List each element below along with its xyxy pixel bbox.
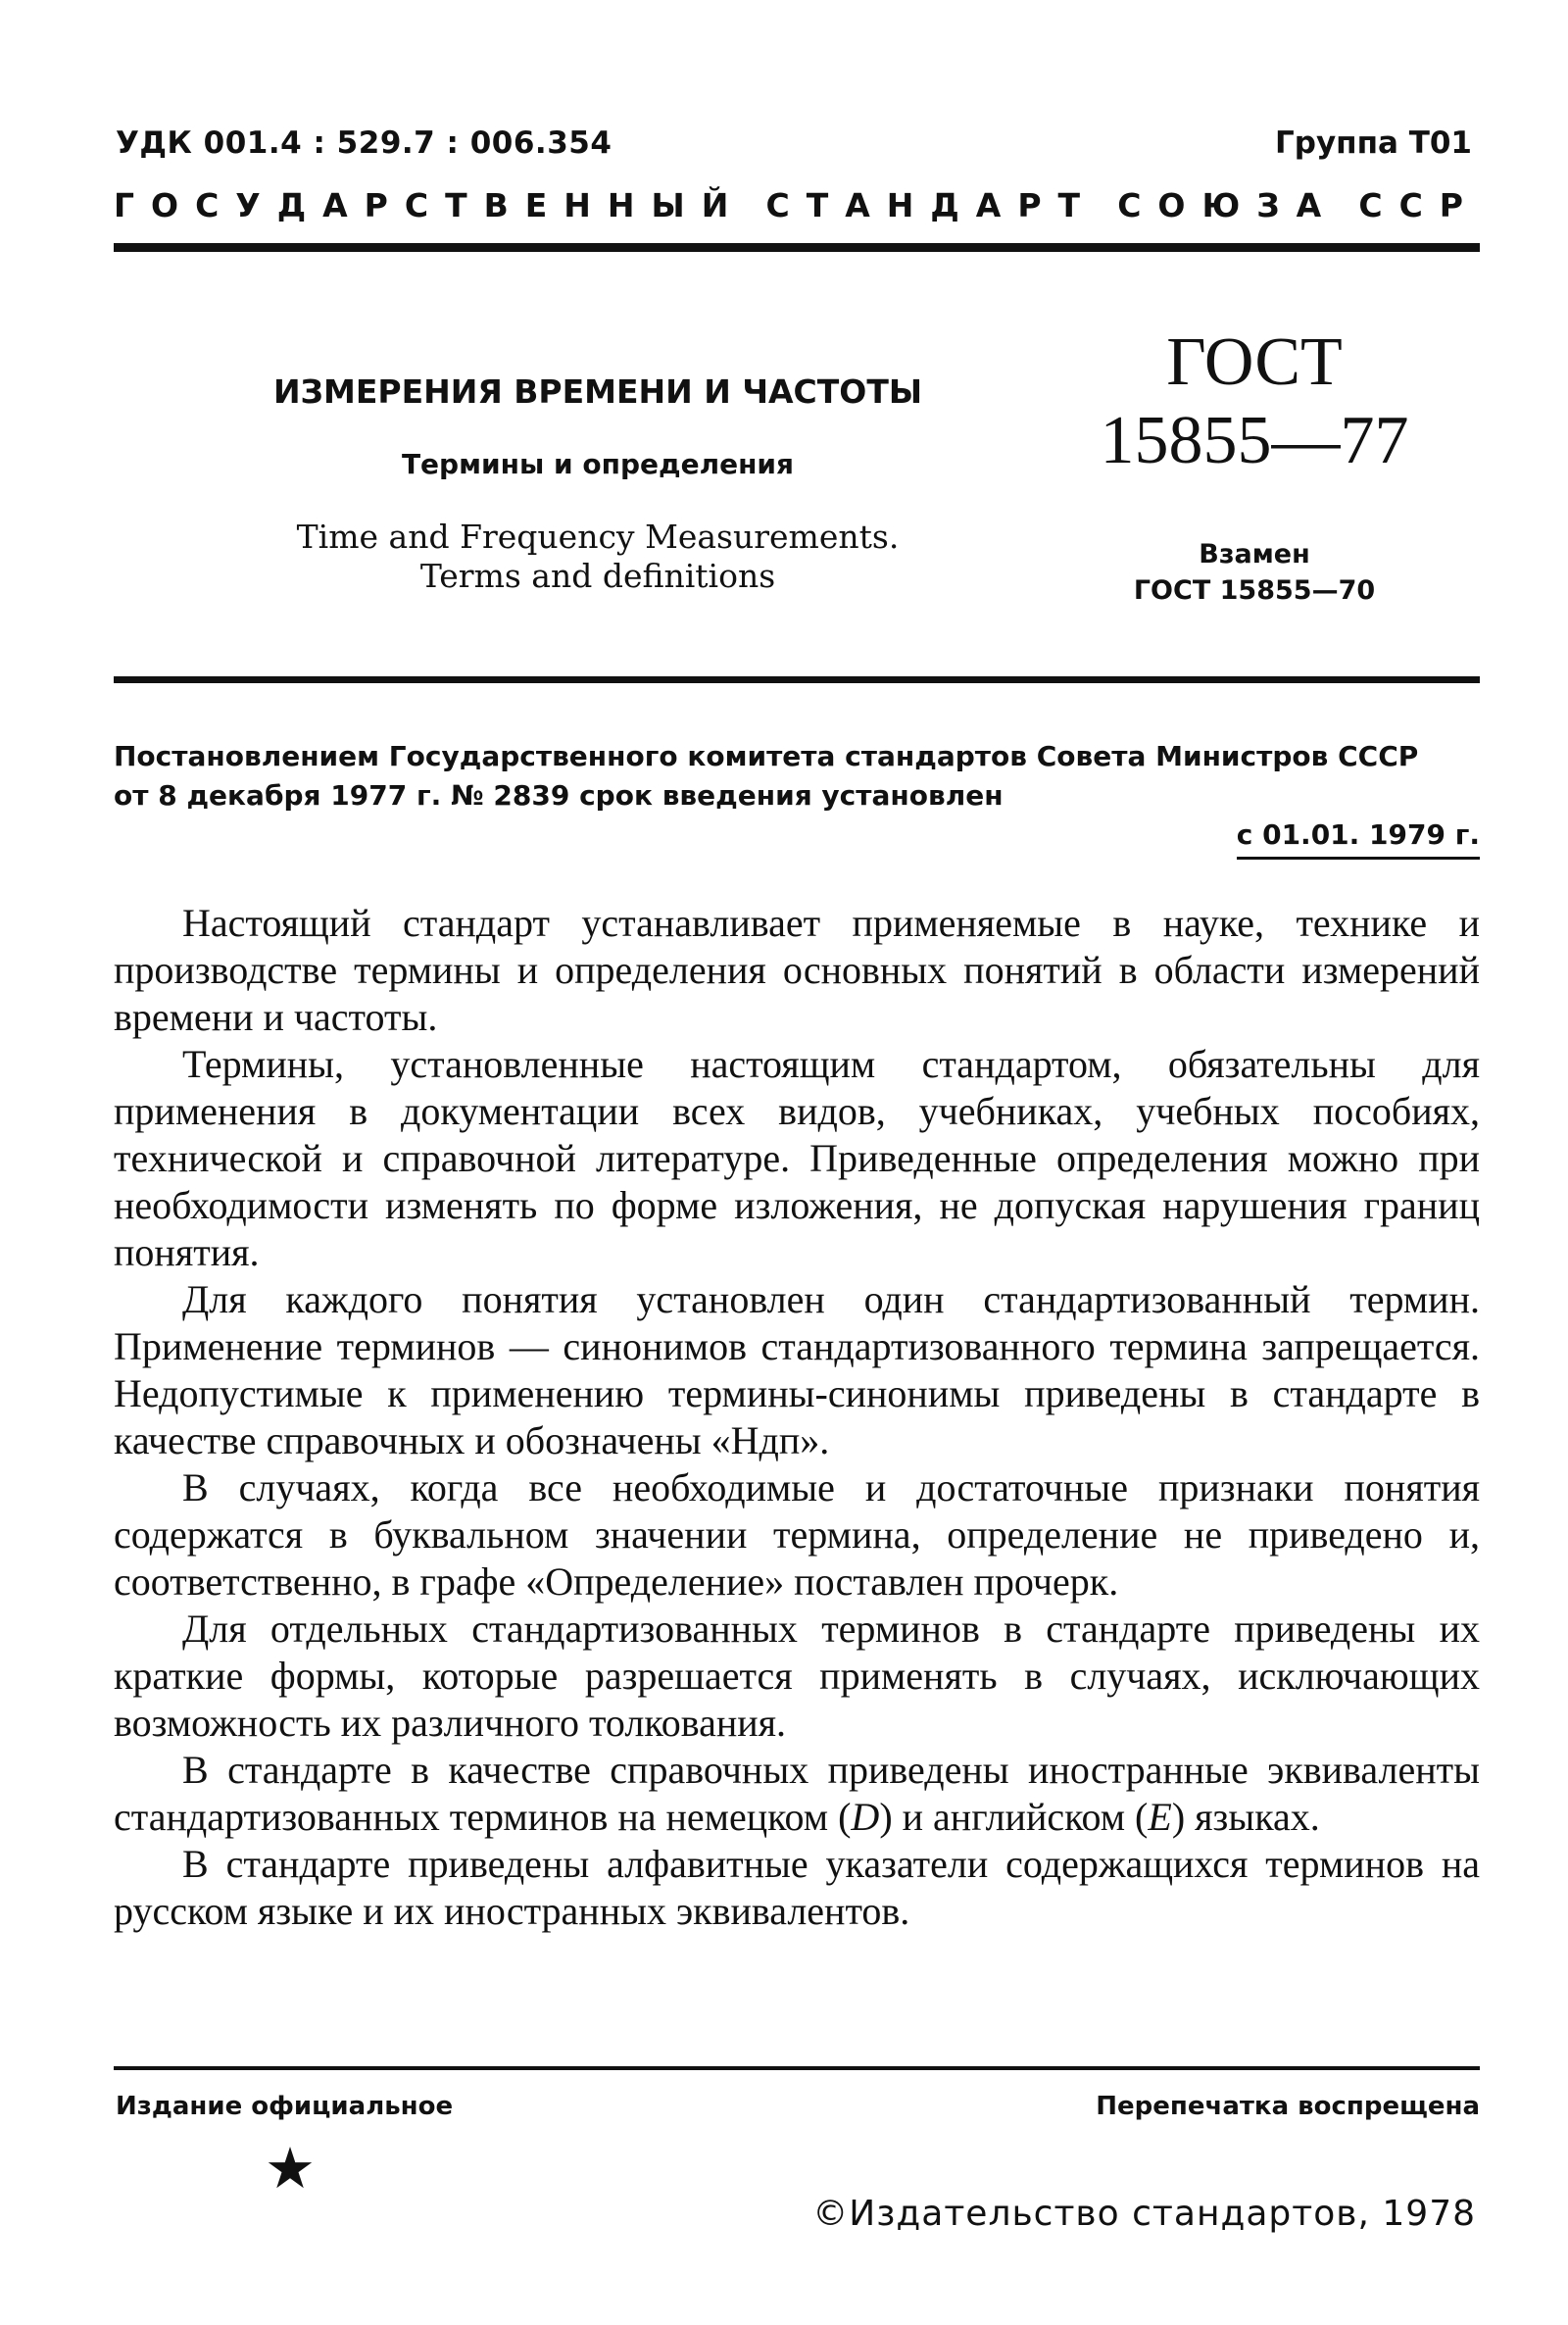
state-standard-header	[114, 186, 1480, 224]
edition-label: Издание официальное	[116, 2092, 454, 2121]
english-title-line: Time and Frequency Measurements.	[296, 518, 900, 556]
paragraph: Для отдельных стандартизованных терминов в стандарте приведены их краткие формы, которые разрешается применять в случаях, исключающих возможность их различного толкования.	[114, 1607, 1480, 1745]
gost-number: 15855—77	[1100, 403, 1409, 478]
body-text	[114, 900, 1480, 1935]
copyright-notice: ©Издательство стандартов, 1978	[812, 2194, 1476, 2234]
replaces-label: Взамен	[1199, 539, 1310, 569]
gost-label: ГОСТ	[1166, 324, 1343, 400]
paragraph: Термины, установленные настоящим стандартом, обязательны для применения в документации всех видов, учебниках, учебных пособиях, технической и справочной литературе. Приведенные определения можно при необходимости изменять по форме изложения, не допуская нарушения границ понятия.	[114, 1042, 1480, 1274]
state-standard-word: СОЮЗА	[1117, 186, 1339, 224]
state-standard-word: ССР	[1358, 186, 1480, 224]
english-title-line: Terms and definitions	[419, 557, 776, 595]
replaces-number: ГОСТ 15855—70	[1133, 575, 1376, 606]
state-standard-word: ГОСУДАРСТВЕННЫЙ	[114, 186, 746, 224]
paragraph: Для каждого понятия установлен один стандартизованный термин. Применение терминов — синонимов стандартизованного термина запрещается. Недопустимые к применению термины-синонимы приведены в стандарте в качестве справочных и обозначены «Ндп».	[114, 1277, 1480, 1462]
state-standard-word: СТАНДАРТ	[765, 186, 1098, 224]
paragraph-part: ) и английском (	[879, 1795, 1149, 1839]
decree-block	[114, 737, 1480, 851]
english-code: E	[1148, 1795, 1172, 1839]
paragraph: Настоящий стандарт устанавливает применяемые в науке, технике и производстве термины и определения основных понятий в области измерений времени и частоты.	[114, 901, 1480, 1039]
bottom-divider	[114, 2066, 1480, 2070]
english-title	[265, 518, 931, 596]
decree-line: Постановлением Государственного комитета стандартов Совета Министров СССР	[114, 740, 1419, 772]
middle-divider	[114, 676, 1480, 683]
title-block	[265, 372, 931, 596]
paragraph	[114, 1747, 1480, 1841]
paragraph-part: В стандарте в качестве справочных приведены иностранные эквиваленты стандартизованных терминов на немецком (	[114, 1748, 1480, 1839]
udk-code: УДК 001.4 : 529.7 : 006.354	[116, 125, 612, 161]
german-code: D	[851, 1795, 880, 1839]
reprint-notice: Перепечатка воспрещена	[1096, 2092, 1480, 2121]
decree-line: от 8 декабря 1977 г. № 2839 срок введения установлен	[114, 779, 1004, 812]
document-subtitle: Термины и определения	[401, 448, 795, 480]
star-icon: ★	[265, 2135, 316, 2201]
top-divider	[114, 243, 1480, 252]
paragraph-part: ) языках.	[1171, 1795, 1320, 1839]
paragraph: В стандарте приведены алфавитные указатели содержащихся терминов на русском языке и их иностранных эквивалентов.	[114, 1842, 1480, 1933]
group-code: Группа Т01	[1275, 125, 1472, 161]
document-title: ИЗМЕРЕНИЯ ВРЕМЕНИ И ЧАСТОТЫ	[272, 372, 923, 411]
paragraph: В случаях, когда все необходимые и достаточные признаки понятия содержатся в буквальном значении термина, определение не приведено и, соответственно, в графе «Определение» поставлен прочерк.	[114, 1465, 1480, 1604]
gost-block	[1078, 323, 1431, 606]
effective-date: с 01.01. 1979 г.	[1237, 816, 1480, 860]
